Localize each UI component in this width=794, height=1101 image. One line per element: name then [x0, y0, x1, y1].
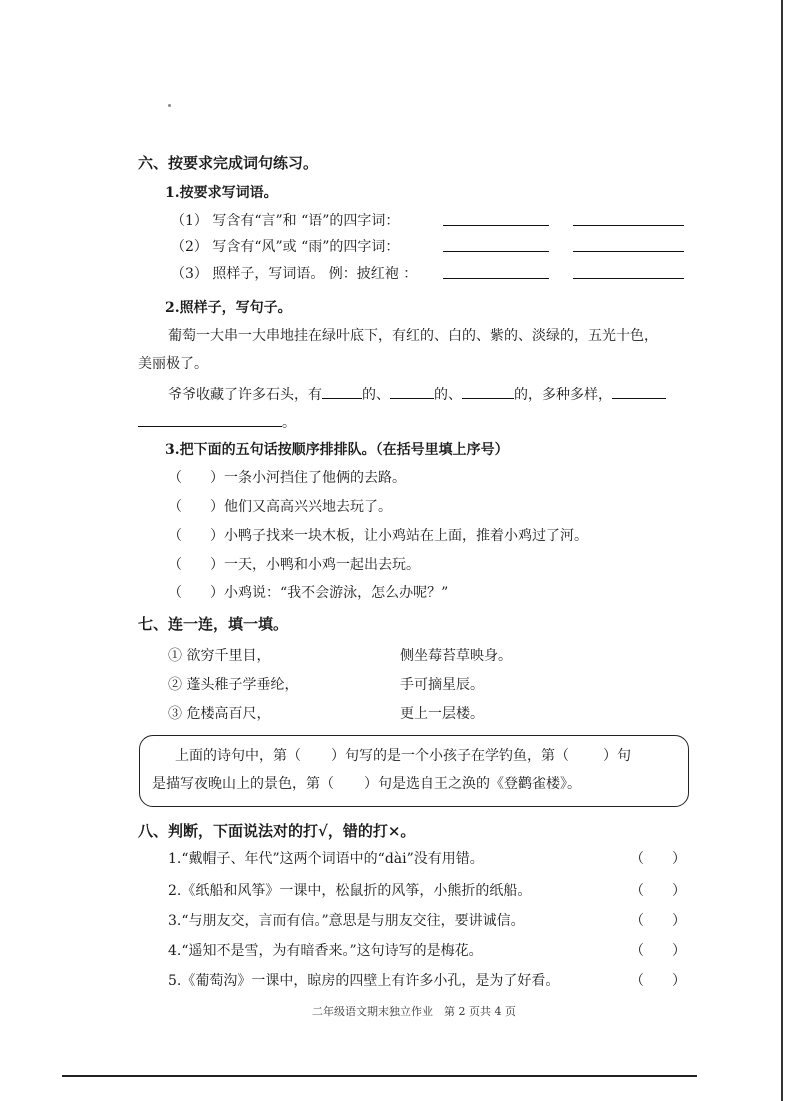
q3-item-4: [168, 554, 420, 574]
q1-item-3-blank-2[interactable]: [573, 278, 684, 279]
section-8-title: 八、判断，下面说法对的打√，错的打×。: [138, 822, 416, 840]
q2-blank-2[interactable]: [390, 384, 434, 399]
q3-paren-2[interactable]: （ ）: [168, 499, 224, 515]
poem-left-3[interactable]: ③ 危楼高百尺，: [168, 706, 271, 722]
q3-item-3: [168, 525, 588, 545]
q3-item-5-text: 小鸡说：“我不会游泳，怎么办呢？”: [224, 585, 449, 601]
q3-paren-4[interactable]: （ ）: [168, 557, 224, 573]
judge-paren-5[interactable]: （ ）: [630, 973, 686, 989]
poem-left-1[interactable]: ① 欲穷千里目，: [168, 648, 271, 664]
poem-right-2[interactable]: 手可摘星辰。: [400, 677, 484, 693]
q1-title: 1.按要求写词语。: [165, 185, 278, 201]
q3-item-1: [168, 467, 406, 487]
judge-item-4: 4.“遥知不是雪，为有暗香来。”这句诗写的是梅花。: [168, 943, 483, 959]
q2-task: [168, 384, 666, 404]
q1-item-2-blank-1[interactable]: [443, 251, 549, 252]
q3-item-1-text: 一条小河挡住了他俩的去路。: [224, 470, 406, 486]
q3-item-2: [168, 496, 392, 516]
q3-item-4-text: 一天，小鸭和小鸡一起出去玩。: [224, 557, 420, 573]
box-line-1-a: 上面的诗句中，第（: [175, 748, 301, 764]
box-line-2: [152, 773, 581, 793]
box-line-1: [175, 745, 631, 765]
q1-item-3: （3） 照样子，写词语。 例：披红袍 ：: [171, 266, 418, 282]
q3-item-2-text: 他们又高高兴兴地去玩了。: [224, 499, 392, 515]
q2-blank-4[interactable]: [612, 384, 666, 399]
q2-example-line-2: 美丽极了。: [138, 356, 208, 372]
q3-title: 3.把下面的五句话按顺序排排队。（在括号里填上序号）: [165, 442, 509, 458]
box-line-2-b: ）句是选自王之涣的《登鹳雀楼》。: [364, 776, 581, 792]
q3-paren-3[interactable]: （ ）: [168, 528, 224, 544]
q3-paren-1[interactable]: （ ）: [168, 470, 224, 486]
scan-edge-line: [781, 0, 783, 1101]
q2-example-line-1: 葡萄一大串一大串地挂在绿叶底下，有红的、白的、紫的、淡绿的，五光十色，: [168, 328, 658, 344]
q3-item-5: [168, 582, 448, 602]
poem-right-3[interactable]: 更上一层楼。: [400, 706, 484, 722]
judge-item-2: 2.《纸船和风筝》一课中，松鼠折的风筝，小熊折的纸船。: [168, 883, 532, 899]
q2-task-de-last: 的，多种多样，: [514, 387, 612, 403]
box-line-2-a: 是描写夜晚山上的景色，第（: [152, 776, 334, 792]
q2-task-line-2: [138, 412, 296, 432]
q1-item-1: （1） 写含有“言”和 “语”的四字词：: [171, 213, 400, 229]
poem-left-2[interactable]: ② 蓬头稚子学垂纶，: [168, 677, 299, 693]
section-7-title: 七、连一连，填一填。: [138, 615, 289, 633]
section-6-title: 六、按要求完成词句练习。: [138, 154, 319, 172]
q2-task-de-2: 的、: [434, 387, 462, 403]
q3-item-3-text: 小鸭子找来一块木板，让小鸡站在上面，推着小鸡过了河。: [224, 528, 588, 544]
poem-right-1[interactable]: 侧坐莓苔草映身。: [400, 648, 512, 664]
q2-blank-5[interactable]: [138, 412, 282, 427]
q2-task-de-1: 的、: [362, 387, 390, 403]
q1-item-3-blank-1[interactable]: [443, 278, 549, 279]
judge-item-1: 1.“戴帽子、年代”这两个词语中的“dài”没有用错。: [168, 851, 484, 867]
judge-paren-4[interactable]: （ ）: [630, 943, 686, 959]
q2-task-prefix: 爷爷收藏了许多石头，有: [168, 387, 322, 403]
q2-blank-3[interactable]: [462, 384, 514, 399]
bottom-rule: [62, 1075, 697, 1077]
judge-paren-2[interactable]: （ ）: [630, 883, 686, 899]
page-footer: 二年级语文期末独立作业 第 2 页共 4 页: [312, 1005, 516, 1018]
q1-item-1-blank-1[interactable]: [443, 225, 549, 226]
q1-item-2: （2） 写含有“风”或 “雨”的四字词：: [171, 239, 400, 255]
judge-item-5: 5.《葡萄沟》一课中，晾房的四壁上有许多小孔，是为了好看。: [168, 973, 560, 989]
judge-paren-3[interactable]: （ ）: [630, 913, 686, 929]
q3-paren-5[interactable]: （ ）: [168, 585, 224, 601]
q2-blank-1[interactable]: [322, 384, 362, 399]
q2-task-end: 。: [282, 415, 296, 431]
judge-paren-1[interactable]: （ ）: [630, 851, 686, 867]
box-line-1-c: ）句: [603, 748, 631, 764]
box-line-1-b: ）句写的是一个小孩子在学钓鱼，第（: [331, 748, 569, 764]
q1-item-2-blank-2[interactable]: [573, 251, 684, 252]
q1-item-1-blank-2[interactable]: [573, 225, 684, 226]
judge-item-3: 3.“与朋友交，言而有信。”意思是与朋友交往，要讲诚信。: [168, 913, 525, 929]
scan-dot: [168, 104, 171, 107]
q2-title: 2.照样子，写句子。: [165, 300, 292, 316]
